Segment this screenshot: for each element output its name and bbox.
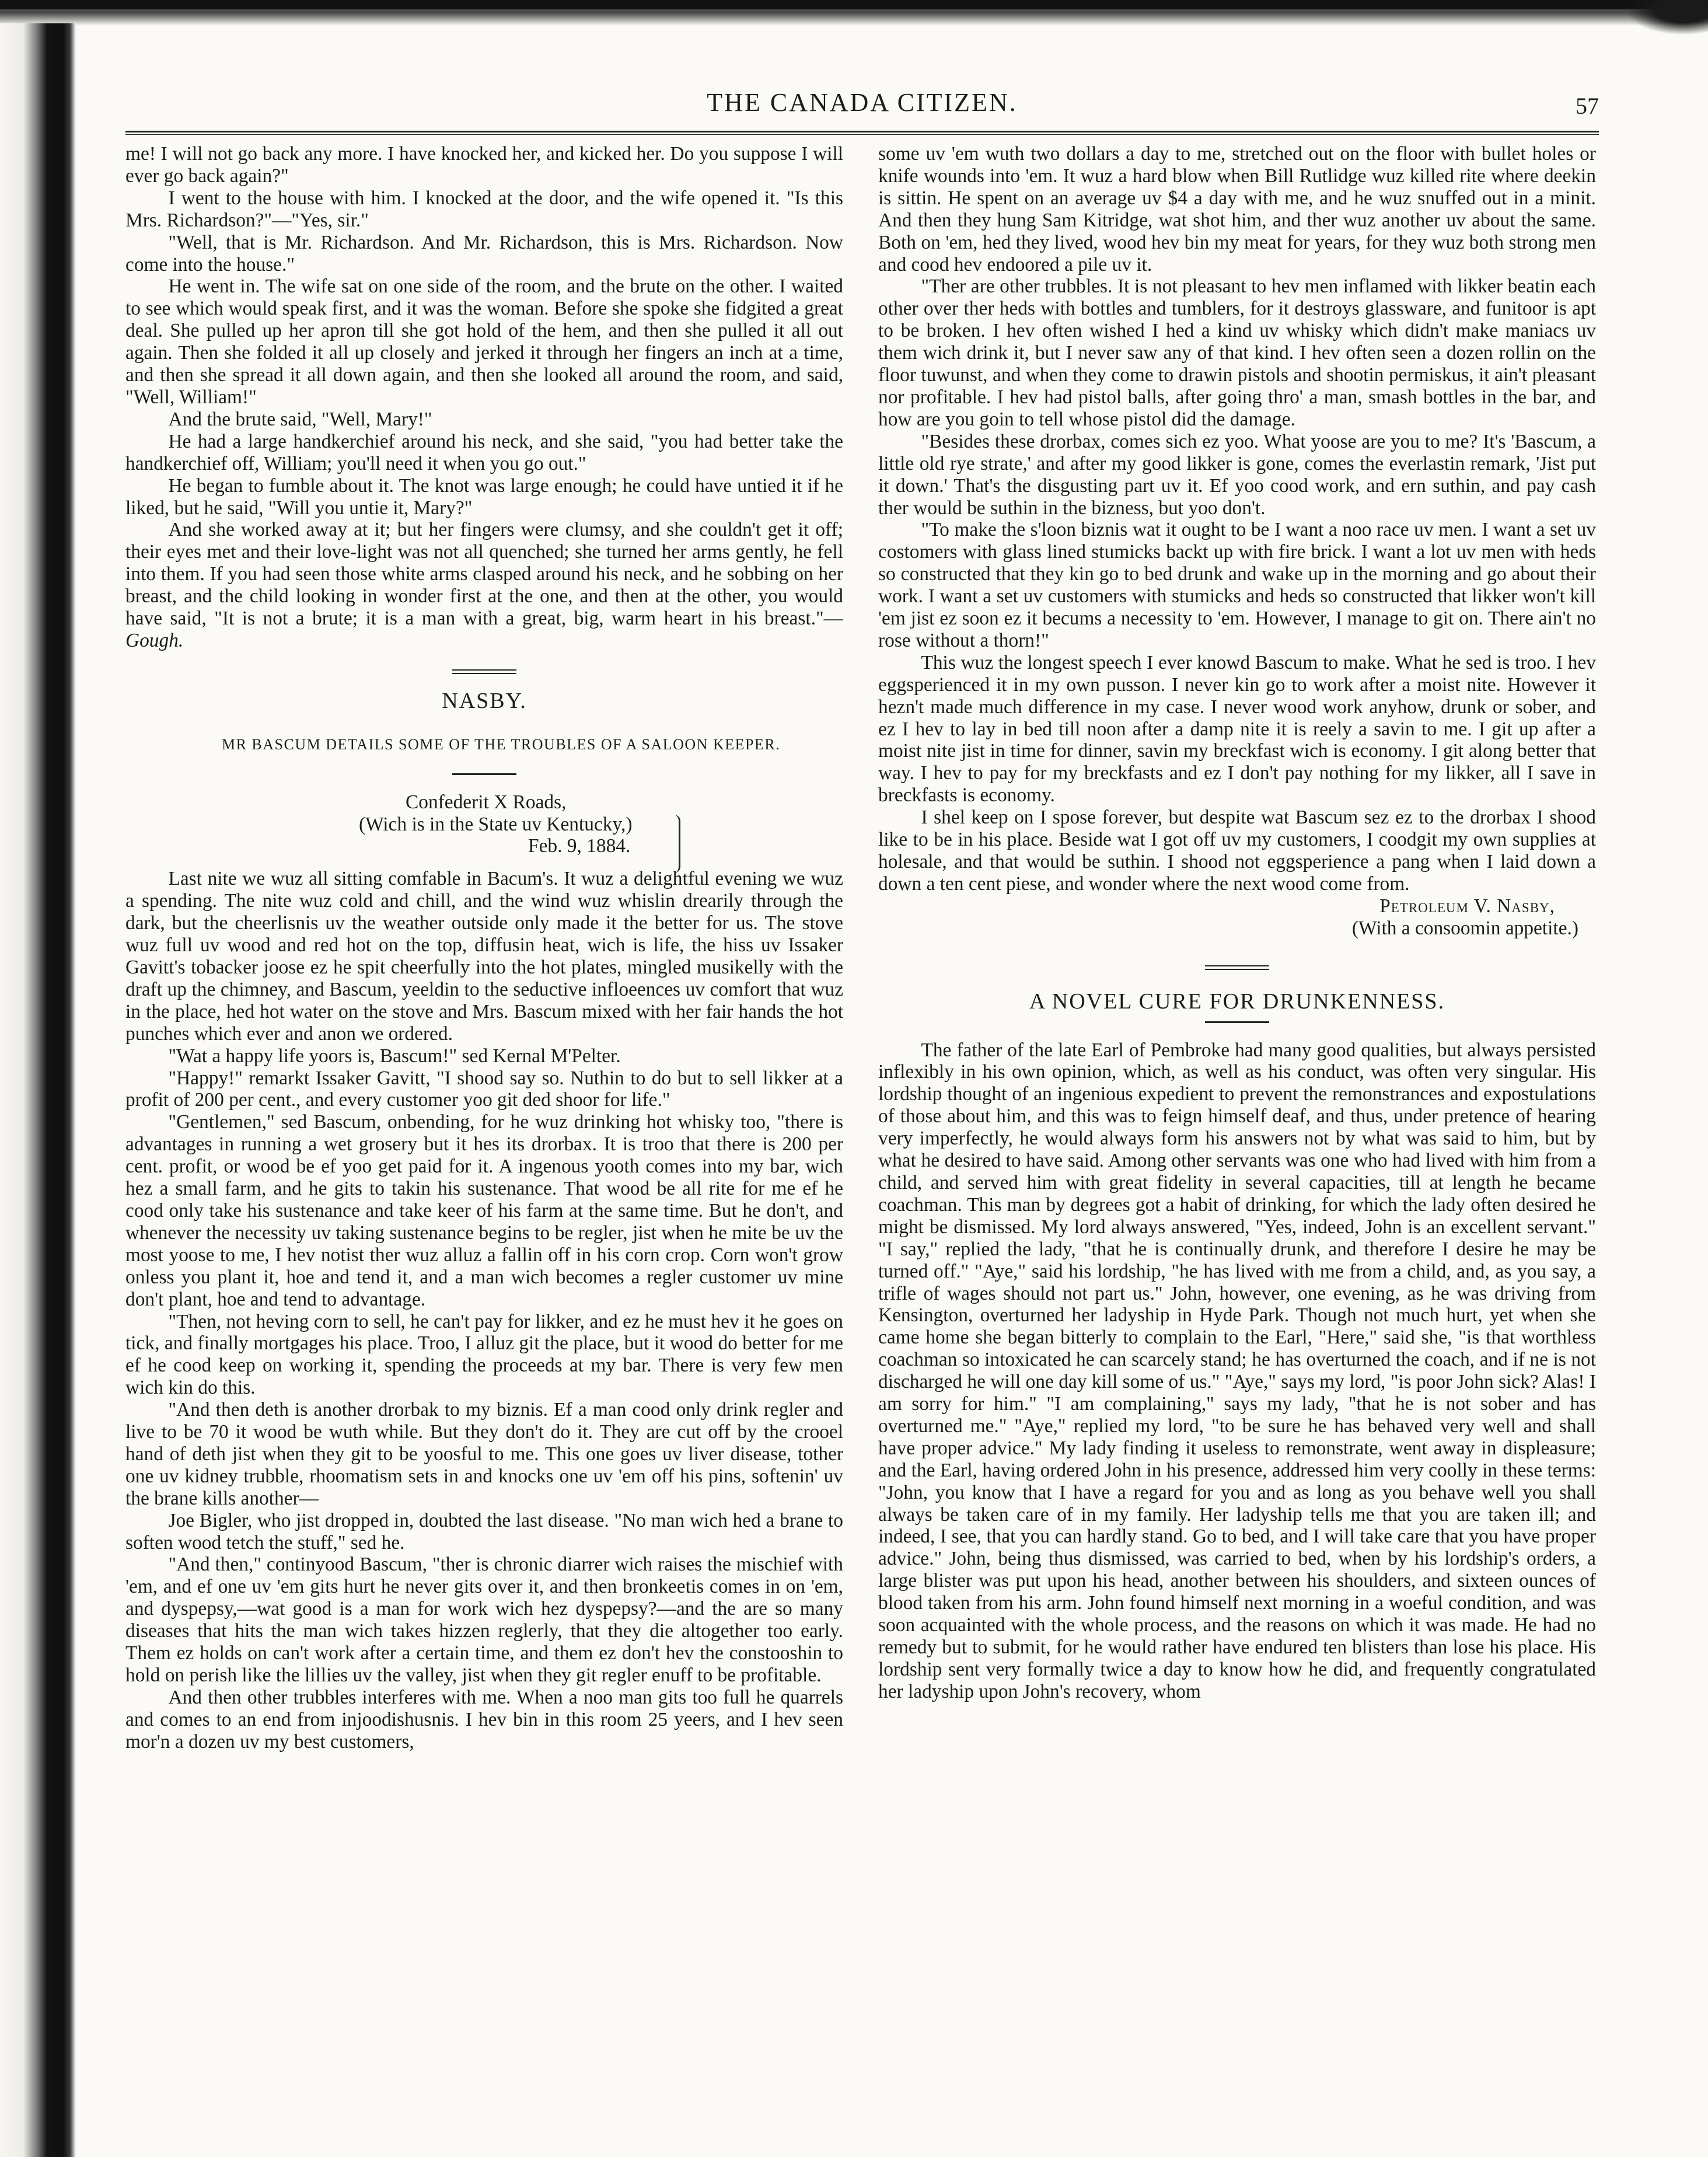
paragraph: I shel keep on I spose forever, but despite wat Bascum sez ez to the drorbax I shood like to be in his place. Beside wat I got off uv my customers, I coodgit my own supplies at holesale, and that would be suthin. I shood not eggsperience a pang when I laid down a down a ten cent piese, and wonder where the next wood come from. bbox=[878, 807, 1596, 895]
right-column bbox=[878, 143, 1596, 2127]
paragraph: He had a large handkerchief around his neck, and she said, "you had better take the handkerchief off, William; you'll need it when you go out." bbox=[125, 430, 843, 474]
section-divider bbox=[1205, 965, 1269, 970]
section-title-novel-cure: A NOVEL CURE FOR DRUNKENNESS. bbox=[1029, 989, 1445, 1014]
paragraph: Last nite we wuz all sitting comfable in Bacum's. It wuz a delightful evening we wuz a spending. The nite wuz cold and chill, and the wind wuz whislin drearily through the dark, but the cheerlisnis uv the weather outside only made it the better for us. The stove wuz full uv wood and red hot on the top, diffusin heat, wich is life, the hiss uv Issaker Gavitt's tobacker joose ez he spit cheerfully into the hot plates, mingled musikelly with the draft up the chimney, and Bascum, yeeldin to the seductive infloeences uv comfort that wuz in the place, hed hot water on the stove and Mrs. Bascum mixed with her fair hands the hot punches which ever and anon we ordered. bbox=[125, 868, 843, 1045]
gough-text: And she worked away at it; but her fingers were clumsy, and she couldn't get it off; their eyes met and their love-light was not all quenched; she turned her arms gently, he fell into them. If you had seen those white arms clasped around his neck, and he sobbing on her breast, and the child looking in wonder first at the one, and then at the other, you would have said, "It is not a brute; it is a man with a great, big, warm heart in his breast."— bbox=[125, 519, 843, 630]
title-rule bbox=[1205, 1021, 1269, 1023]
paragraph: "To make the s'loon biznis wat it ought to be I want a noo race uv men. I want a set uv costomers with glass lined stumicks backt up with fire brick. I want a lot uv men with heds so constructed that they kin go to bed drunk and wake up in the morning and go about their work. I want a set uv customers with stumicks and heds so constructed that likker won't kill 'em jist ez soon ez it becums a necessity to 'em. However, I manage to git on. There ain't no rose without a thorn!" bbox=[878, 519, 1596, 651]
paragraph: "And then," continyood Bascum, "ther is chronic diarrer wich raises the mischief with 'em, and ef one uv 'em gits hurt he never gits over it, and then bronkeetis comes in on 'em, and dyspepsy,—wat good is a man for work wich hez dyspepsy?—and the are so many diseases that hits the man wich takes hizzen reglerly, that they die altogether too early. Them ez holds on can't work after a certain time, and them ez don't hev the constooshin to hold on perish like the lillies uv the valley, jist when they git regler enuff to be profitable. bbox=[125, 1554, 843, 1686]
paragraph: "Happy!" remarkt Issaker Gavitt, "I shood say so. Nuthin to do but to sell likker at a profit of 200 per cent., and every customer yoo git ded shoor for life." bbox=[125, 1067, 843, 1111]
scan-corner-mark bbox=[1626, 0, 1708, 35]
paragraph: "Well, that is Mr. Richardson. And Mr. Richardson, this is Mrs. Richardson. Now come into the house." bbox=[125, 231, 843, 275]
paragraph: "Then, not heving corn to sell, he can't pay for likker, and ez he must hev it he goes on tick, and finally mortgages his place. Troo, I alluz git the place, but it wood do better for me ef he cood keep on working it, spending the proceeds at my bar. There is very few men wich kin do this. bbox=[125, 1310, 843, 1399]
section-divider bbox=[452, 669, 516, 674]
paragraph: "Besides these drorbax, comes sich ez yoo. What yoose are you to me? It's 'Bascum, a little old rye strate,' and after my good likker is gone, comes the everlastin remark, 'Jist put it down.' That's the disgusting part uv it. Ef yoo cood work, and ern suthin, and pay cash ther would be suthin in the bizness, but yoo don't. bbox=[878, 430, 1596, 519]
header-rule bbox=[125, 131, 1599, 135]
paragraph: Joe Bigler, who jist dropped in, doubted the last disease. "No man wich hed a brane to soften wood tetch the stuff," sed he. bbox=[125, 1509, 843, 1554]
scan-top-edge bbox=[0, 0, 1708, 26]
author-credit: Gough. bbox=[125, 629, 184, 651]
paragraph: And then other trubbles interferes with me. When a noo man gits too full he quarrels and comes to an end from injoodishusnis. I hev bin in this room 25 yeers, and I hev seen mor'n a dozen uv my best customers, bbox=[125, 1686, 843, 1753]
page-number: 57 bbox=[1576, 93, 1599, 119]
paragraph: The father of the late Earl of Pembroke had many good qualities, but always persisted inflexibly in his own opinion, which, as well as his conduct, was often very singular. His lordship thought of an ingenious expedient to prevent the remonstrances and expostulations of those about him, and this was to feign himself deaf, and thus, under pretence of hearing very imperfectly, he would always form his answers not by what was said to him, but by what he desired to have said. Among other servants was one who had lived with him from a child, and served him with great fidelity in several capacities, till at length he became coachman. This man by degrees got a habit of drinking, for which the lady often desired he might be dismissed. My lord always answered, "Yes, indeed, John is an excellent servant." "I say," replied the lady, "that he is continually drunk, and therefore I desire he may be turned off." "Aye," said his lordship, "he has lived with me from a child, and, as you say, a trifle of wages should not part us." John, however, one evening, as he was driving from Kensington, overturned her ladyship in Hyde Park. Though not much hurt, yet when she came home she began bitterly to complain to the Earl, "Here," said she, "is that worthless coachman so intoxicated he can scarcely stand; he has overturned the coach, and if ne is not discharged he will one day kill some of us." "Aye," says my lord, "is poor John sick? Alas! I am sorry for him." "I am complaining," says my lady, "that he is not sober and has overturned me." "Aye," replied my lord, "to be sure he has behaved very well and shall have proper advice." My lady finding it useless to remonstrate, went away in displeasure; and the Earl, having ordered John in his presence, addressed him very coolly in these terms: "John, you know that I have a regard for you and as long as you behave well you shall always be taken care of in my family. Her ladyship tells me that you are taken ill; and indeed, I see, that you can hardly stand. Go to bed, and I will take care that you have proper advice." John, being thus dismissed, was carried to bed, when by his lordship's orders, a large blister was put upon his head, another between his shoulders, and sixteen ounces of blood taken from his arm. John found himself next morning in a woeful condition, and was soon acquainted with the whole process, and the reasons on which it was made. He had no remedy but to submit, for he would rather have endured ten blisters than lose his place. His lordship sent very formally twice a day to know how he did, and frequently congratulated her ladyship upon John's recovery, whom bbox=[878, 1039, 1596, 1702]
paragraph: This wuz the longest speech I ever knowd Bascum to make. What he sed is troo. I hev eggsperienced it in my own pusson. I never kin go to work after a moist nite. However it hezn't made much difference in my case. I never wood work anyhow, drunk or sober, and ez I hev to lay in bed till noon after a damp nite it is reely a savin to me. I git up after a moist nite jist in time for dinner, savin my breckfast wich is economy. I git along better that way. I hev to pay for my breckfasts and ez I don't pay nothing for my likker, all I save in breckfasts is economy. bbox=[878, 651, 1596, 807]
section-title-nasby: NASBY. bbox=[442, 688, 527, 713]
page-header bbox=[125, 88, 1599, 128]
paragraph: "And then deth is another drorbak to my biznis. Ef a man cood only drink regler and live to be 70 it wood be wuth while. But they don't do it. They are cut off by the crooel hand of deth jist when they git to be yoosful to me. This one goes uv liver disease, tother one uv kidney trubble, rhoomatism sets in and knocks one uv 'em off his pins, softenin' uv the brane kills another— bbox=[125, 1399, 843, 1509]
left-column bbox=[125, 143, 843, 2127]
dateline-brace bbox=[674, 815, 680, 873]
paragraph: "Gentlemen," sed Bascum, onbending, for he wuz drinking hot whisky too, "there is advantages in running a wet grosery but it hes its drorbax. It is troo that there is 200 per cent. profit, or wood be ef yoo get paid for it. A ingenous yooth comes into my bar, wich hez a small farm, and he gits to takin his sustenance. That wood be all rite for me ef he cood only take his sustenance and take keer of his farm at the same time. But he don't, and whenever the necessity uv taking sustenance begins to be regler, jist when he mite be uv the most yoose to me, I hev notist ther wuz alluz a fallin off in his corn crop. Corn won't grow onless you plant it, hoe and tend it, and a man wich becomes a regler customer uv mine don't plant, hoe and tend to advantage. bbox=[125, 1111, 843, 1310]
binding-spine bbox=[0, 23, 76, 2157]
signature bbox=[878, 895, 1555, 917]
newspaper-title: THE CANADA CITIZEN. bbox=[707, 88, 1018, 117]
signature-note: (With a consoomin appetite.) bbox=[1351, 917, 1578, 939]
signature-name: Petroleum V. Nasby, bbox=[1379, 895, 1555, 917]
paragraph: He began to fumble about it. The knot was large enough; he could have untied it if he liked, but he said, "Will you untie it, Mary?" bbox=[125, 474, 843, 519]
paragraph-gough bbox=[125, 519, 843, 651]
paragraph: I went to the house with him. I knocked at the door, and the wife opened it. "Is this Mrs. Richardson?"—"Yes, sir." bbox=[125, 187, 843, 231]
dateline-place: Confederit X Roads, bbox=[406, 791, 567, 813]
paragraph: some uv 'em wuth two dollars a day to me, stretched out on the floor with bullet holes or knife wounds into 'em. It wuz a hard blow when Bill Rutlidge wuz killed rite where deekin is sittin. He spent on an average uv $4 a day with me, and he wuz snuffed out in a minit. And then they hung Sam Kitridge, wat shot him, and ther wuz another uv about the same. Both on 'em, hed they lived, wood hev bin my meat for years, for they wuz both strong men and cood hev endoored a pile uv it. bbox=[878, 143, 1596, 275]
section-subhead: MR BASCUM DETAILS SOME OF THE TROUBLES OF A SALOON KEEPER. bbox=[221, 735, 781, 753]
paragraph: And the brute said, "Well, Mary!" bbox=[168, 408, 432, 430]
subhead-rule bbox=[452, 773, 516, 775]
paragraph: "Wat a happy life yoors is, Bascum!" sed Kernal M'Pelter. bbox=[168, 1045, 621, 1067]
dateline-date: Feb. 9, 1884. bbox=[528, 835, 631, 857]
paragraph: "Ther are other trubbles. It is not pleasant to hev men inflamed with likker beatin each other over ther heds with bottles and tumblers, for it destroys glassware, and funitoor is apt to be broken. I hev often wished I hed a kind uv whisky which didn't make maniacs uv them wich drink it, but I never saw any of that kind. I hev often seen a dozen rollin on the floor tuwunst, and when they come to drawin pistols and shootin permiskus, it ain't pleasant nor profitable. I hev had pistol balls, after going thro' a man, smash bottles in the bar, and how are you goin to tell whose pistol did the damage. bbox=[878, 275, 1596, 430]
dateline bbox=[359, 791, 843, 858]
paragraph: me! I will not go back any more. I have knocked her, and kicked her. Do you suppose I will ever go back again?" bbox=[125, 143, 843, 187]
dateline-state: (Wich is in the State uv Kentucky,) bbox=[359, 813, 633, 835]
paragraph: He went in. The wife sat on one side of the room, and the brute on the other. I waited to see which would speak first, and it was the woman. Before she spoke she fidgited a great deal. She pulled up her apron till she got hold of the hem, and then she pulled it all out again. Then she folded it all up closely and jerked it through her fingers an inch at a time, and then she spread it all down again, and then she looked all around the room, and said, "Well, William!" bbox=[125, 275, 843, 408]
